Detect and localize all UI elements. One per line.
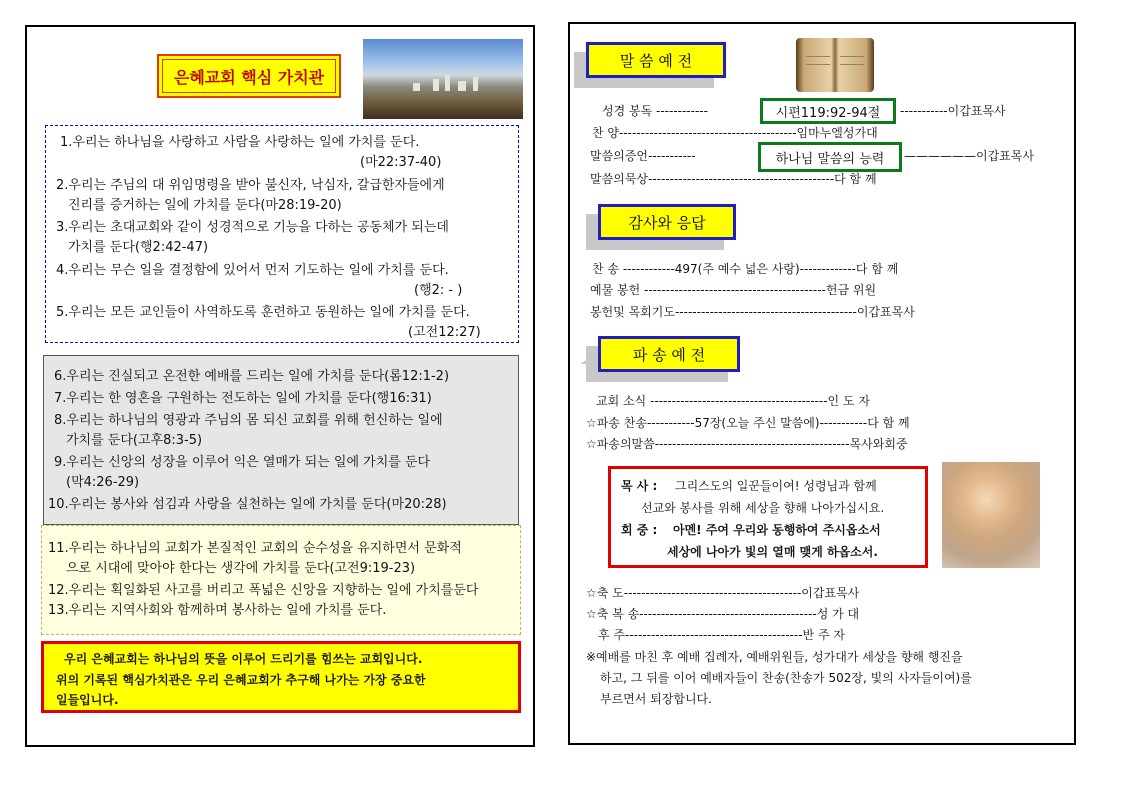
order-of-worship-page <box>568 22 1076 745</box>
value-5-ref: (고전12:27) <box>408 325 481 340</box>
value-2: 2.우리는 주님의 대 위임명령을 받아 불신자, 낙심자, 갈급한자들에게 <box>56 178 445 193</box>
thanks-hymn-line: 찬 송 ------------497(주 예수 넓은 사랑)-------------다 함 께 <box>592 262 899 276</box>
value-9-ref: (막4:26-29) <box>66 475 140 490</box>
value-8-cont: 가치를 둔다(고후8:3-5) <box>66 433 203 448</box>
summary-box <box>41 641 521 713</box>
offering-prayer-line: 봉헌및 목회기도------------------------------------------이갑표목사 <box>590 305 915 319</box>
values-box-3 <box>41 525 521 635</box>
value-3-cont: 가치를 둔다(행2:42-47) <box>68 240 209 255</box>
value-2-cont: 진리를 증거하는 일에 가치를 둔다(마28:19-20) <box>68 198 342 213</box>
core-values-title: 은혜교회 핵심 가치관 <box>157 54 341 98</box>
thanks-response-header: 감사와 응답 <box>598 204 736 240</box>
value-11-cont: 으로 시대에 맞아야 한다는 생각에 가치를 둔다(고전9:19-23) <box>66 561 416 576</box>
value-10: 10.우리는 봉사와 섬김과 사랑을 실천하는 일에 가치를 둔다(마20:28) <box>48 497 447 512</box>
recessional-note-1: ※예배를 마친 후 예배 집례자, 예배위원들, 성가대가 세상을 향해 행진을 <box>586 650 963 664</box>
blessing-song-line: ☆축 복 송-----------------------------------------성 가 대 <box>586 607 860 621</box>
value-1: 1.우리는 하나님을 사랑하고 사람을 사랑하는 일에 가치를 둔다. <box>60 135 420 150</box>
sermon-label: 말씀의증언----------- <box>590 149 696 163</box>
value-12: 12.우리는 획일화된 사고를 버리고 폭넓은 신앙을 지향하는 일에 가치를둔다 <box>48 583 479 598</box>
values-box-1 <box>45 125 519 343</box>
sermon-leader: ——————이갑표목사 <box>904 149 1034 163</box>
value-9: 9.우리는 신앙의 성장을 이루어 익은 열매가 되는 일에 가치를 둔다 <box>54 455 431 470</box>
value-4-ref: (행2: - ) <box>414 283 463 298</box>
values-box-2 <box>43 355 519 525</box>
value-7: 7.우리는 한 영혼을 구원하는 전도하는 일에 가치를 둔다(행16:31) <box>54 391 432 406</box>
meditation-line: 말씀의묵상-------------------------------------------다 함 께 <box>590 172 877 186</box>
offering-line: 예물 봉헌 ------------------------------------------헌금 위원 <box>590 283 877 297</box>
congregation-line-1: 아멘! 주여 우리와 동행하여 주시옵소서 <box>673 523 881 537</box>
benediction-line: ☆축 도-----------------------------------------이갑표목사 <box>586 586 860 600</box>
sending-hymn-line: ☆파송 찬송-----------57장(오늘 주신 말씀에)-----------다 함 께 <box>586 416 910 430</box>
pastor-label: 목 사 : <box>621 479 658 493</box>
recessional-note-2: 하고, 그 뒤를 이어 예배자들이 찬송(찬송가 502장, 빛의 사자들이여)를 <box>600 671 972 685</box>
value-6: 6.우리는 진실되고 온전한 예배를 드리는 일에 가치를 둔다(롬12:1-2) <box>54 369 450 384</box>
bible-photo <box>796 38 874 92</box>
sending-word-line: ☆파송의말씀---------------------------------------------목사와회중 <box>586 437 908 451</box>
praying-child-photo <box>942 462 1040 568</box>
core-values-page <box>25 25 535 747</box>
summary-line-2: 위의 기록된 핵심가치관은 우리 은혜교회가 추구해 나가는 가장 중요한 <box>56 673 426 687</box>
hymn-line: 찬 양-----------------------------------------임마누엘성가대 <box>592 126 878 140</box>
pastor-line-1: 그리스도의 일꾼들이여! 성령님과 함께 <box>675 479 877 493</box>
value-11: 11.우리는 하나님의 교회가 본질적인 교회의 순수성을 유지하면서 문화적 <box>48 541 462 556</box>
value-5: 5.우리는 모든 교인들이 사역하도록 훈련하고 동원하는 일에 가치를 둔다. <box>56 305 470 320</box>
congregation-label: 회 중 : <box>621 523 658 537</box>
congregation-line-2: 세상에 나아가 빛의 열매 맺게 하옵소서. <box>667 545 878 559</box>
value-1-ref: (마22:37-40) <box>360 155 442 170</box>
recessional-note-3: 부르면서 퇴장합니다. <box>600 692 712 706</box>
value-3: 3.우리는 초대교회와 같이 성경적으로 기능을 다하는 공동체가 되는데 <box>56 220 449 235</box>
postlude-line: 후 주-----------------------------------------반 주 자 <box>598 628 845 642</box>
word-liturgy-header: 말 씀 예 전 <box>586 42 726 78</box>
value-8: 8.우리는 하나님의 영광과 주님의 몸 되신 교회를 위해 헌신하는 일에 <box>54 413 443 428</box>
blessing-box <box>608 466 928 568</box>
value-13: 13.우리는 지역사회와 함께하며 봉사하는 일에 가치를 둔다. <box>48 603 387 618</box>
scripture-reference: 시편119:92-94절 <box>760 98 896 124</box>
pastor-line-2: 선교와 봉사를 위해 세상을 향해 나아가십시요. <box>641 501 885 515</box>
sending-liturgy-header: 파 송 예 전 <box>598 336 740 372</box>
scripture-reading-leader: -----------이갑표목사 <box>900 104 1006 118</box>
scripture-reading-label: 성경 봉독 ------------ <box>602 104 708 118</box>
church-news-line: 교회 소식 -----------------------------------------인 도 자 <box>596 394 870 408</box>
summary-line-1: 우리 은혜교회는 하나님의 뜻을 이루어 드리기를 힘쓰는 교회입니다. <box>64 652 423 666</box>
city-photo <box>363 39 523 119</box>
value-4: 4.우리는 무슨 일을 결정함에 있어서 먼저 기도하는 일에 가치를 둔다. <box>56 263 449 278</box>
sermon-title: 하나님 말씀의 능력 <box>758 142 902 172</box>
summary-line-3: 일들입니다. <box>56 693 119 707</box>
